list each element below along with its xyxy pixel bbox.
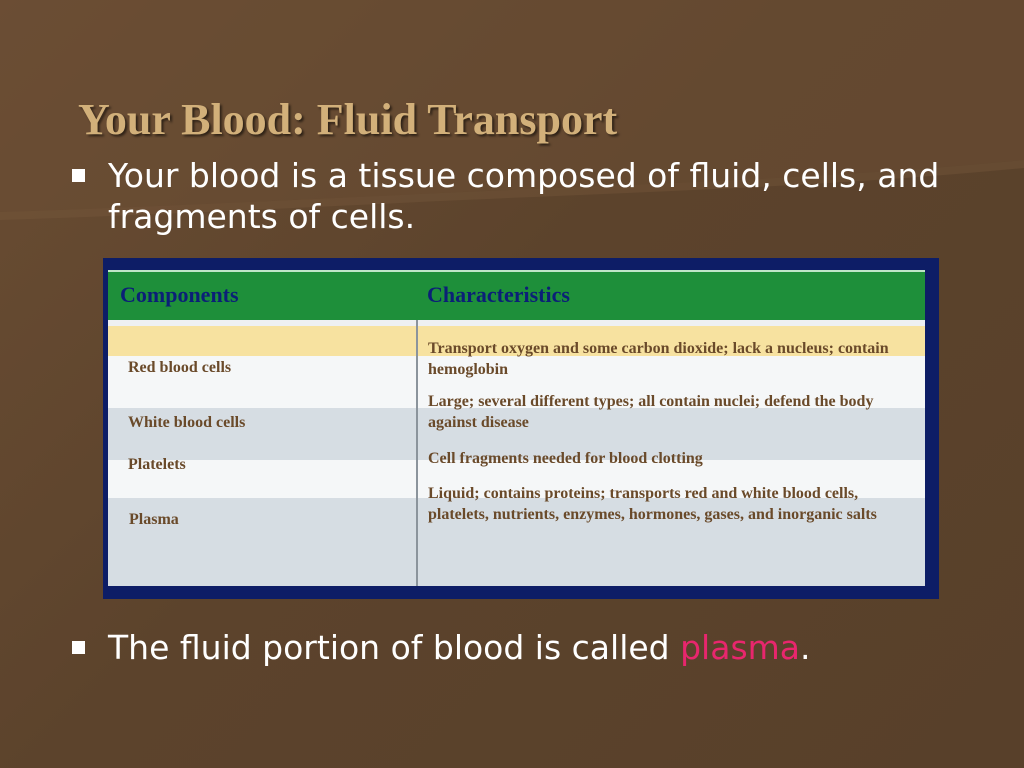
header-characteristics: Characteristics bbox=[427, 282, 570, 307]
cell-characteristic: Large; several different types; all contain nuclei; defend the body against disease bbox=[428, 393, 874, 431]
components-table bbox=[108, 270, 925, 586]
cell-characteristic: Cell fragments needed for blood clotting bbox=[428, 450, 703, 467]
plasma-highlight: plasma bbox=[680, 628, 801, 667]
column-divider bbox=[416, 320, 418, 586]
cell-component: Red blood cells bbox=[128, 359, 232, 376]
cell-characteristic: Liquid; contains proteins; transports red and white blood cells, platelets, nutrients, enzymes, hormones, gases, and inorganic salts bbox=[428, 485, 877, 523]
cell-characteristic: Transport oxygen and some carbon dioxide; lack a nucleus; contain hemoglobin bbox=[428, 340, 889, 378]
bullet-text bbox=[108, 627, 968, 668]
cell-component: Platelets bbox=[128, 456, 186, 473]
slide-title: Your Blood: Fluid Transport bbox=[78, 95, 618, 144]
bullet-text: Your blood is a tissue composed of fluid, cells, and fragments of cells. bbox=[108, 156, 940, 236]
bullet-square-icon bbox=[72, 169, 85, 182]
header-components: Components bbox=[120, 282, 239, 307]
cell-component: White blood cells bbox=[128, 414, 246, 431]
bullet-text-before: The fluid portion of blood is called bbox=[108, 628, 681, 667]
cell-component: Plasma bbox=[129, 511, 179, 528]
table-header-row bbox=[108, 270, 925, 320]
bullet-square-icon bbox=[72, 641, 85, 654]
bullet-text-after: . bbox=[800, 628, 811, 667]
